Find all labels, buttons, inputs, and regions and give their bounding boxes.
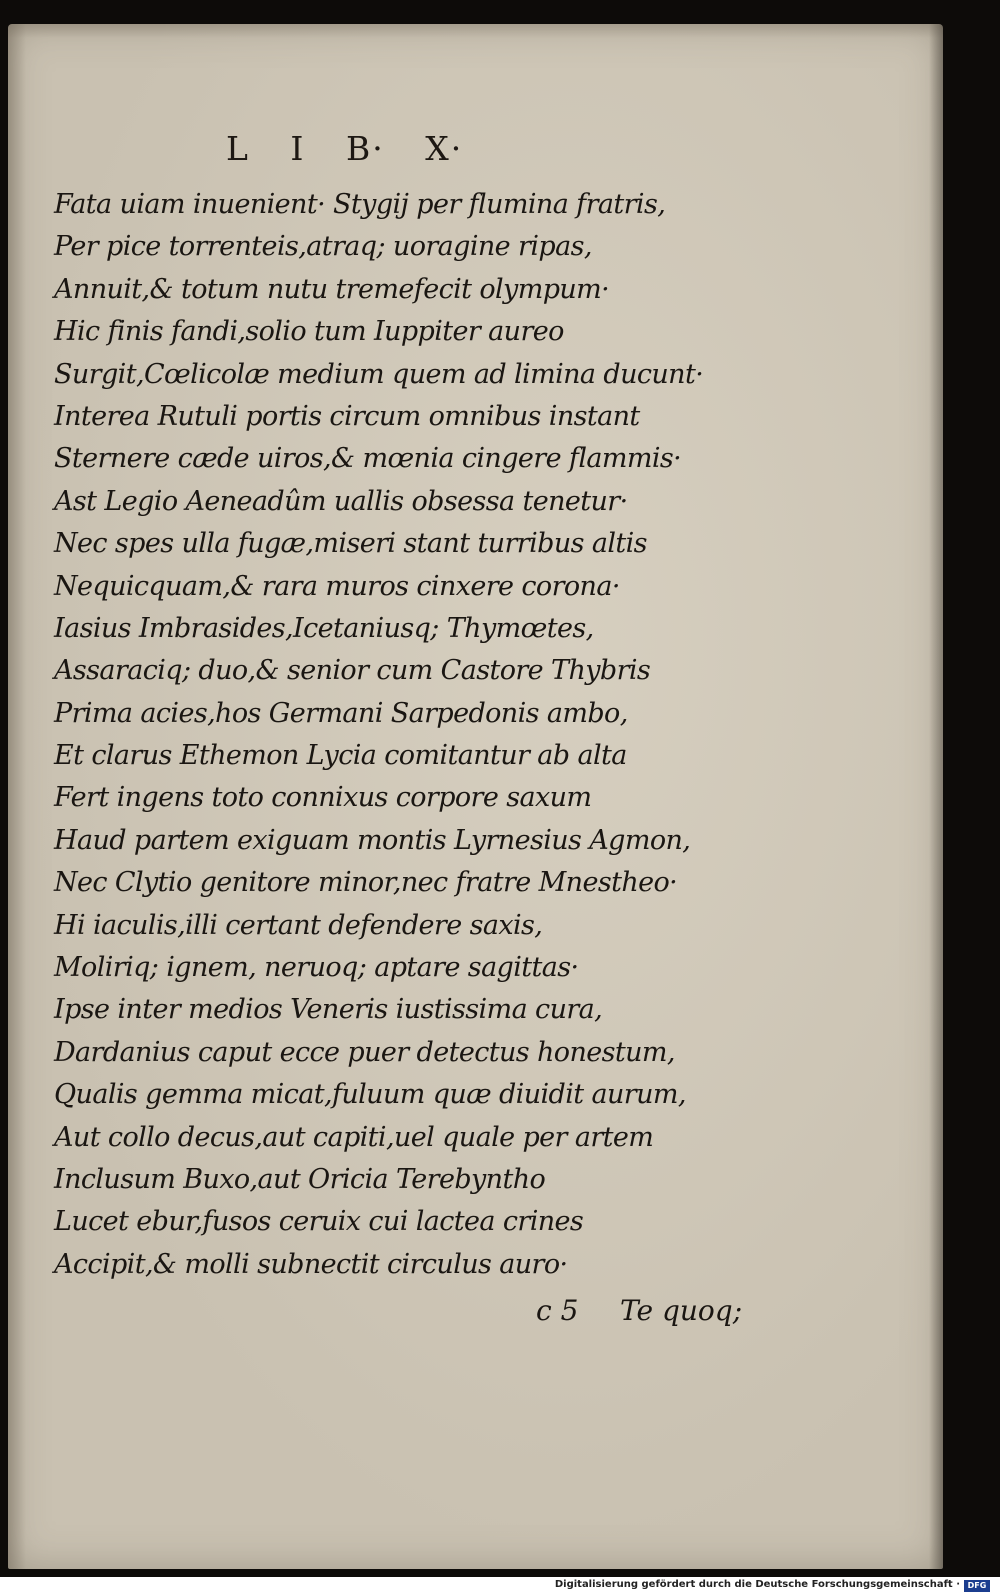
header-letter: X· [425,129,464,168]
verse-line: Qualis gemma micat,fuluum quæ diuidit aurum, [54,1079,686,1111]
verse-line: Lucet ebur,fusos ceruix cui lactea crines [54,1206,584,1238]
verse-line: Dardanius caput ecce puer detectus honestum, [54,1036,675,1068]
header-letter: B· [345,129,385,168]
verse-line: Sternere cæde uiros,& mœnia cingere flammis· [54,443,682,475]
verse-line: Haud partem exiguam montis Lyrnesius Agmon, [54,824,691,856]
verse-line: Per pice torrenteis,atraq; uoragine ripas, [54,231,592,263]
signature-mark: c 5 [536,1294,579,1327]
verse-line: Prima acies,hos Germani Sarpedonis ambo, [54,697,628,729]
verse-line: Aut collo decus,aut capiti,uel quale per artem [54,1121,654,1153]
verse-line: Ast Legio Aeneadûm uallis obsessa tenetur· [54,485,628,517]
verse-line: Surgit,Cœlicolæ medium quem ad limina ducunt· [54,358,704,390]
verse-list [54,184,754,1286]
verse-line: Iasius Imbrasides,Icetaniusq; Thymœtes, [54,612,594,644]
dfg-logo-icon: DFG [964,1580,990,1592]
verse-line: Moliriq; ignem, neruoq; aptare sagittas· [54,952,579,984]
verse-line: Assaraciq; duo,& senior cum Castore Thybris [54,655,651,687]
header-letter: I [290,129,306,168]
funding-credit: Digitalisierung gefördert durch die Deutsche Forschungsgemeinschaft · [554,1579,960,1590]
verse-line: Accipit,& molli subnectit circulus auro· [54,1248,568,1280]
verse-line: Nec Clytio genitore minor,nec fratre Mnestheo· [54,867,678,899]
verse-line: Interea Rutuli portis circum omnibus instant [54,400,640,432]
verse-line: Et clarus Ethemon Lycia comitantur ab alta [54,740,627,772]
running-header [226,129,526,179]
verse-line: Nec spes ulla fugæ,miseri stant turribus altis [54,528,647,560]
verse-line: Nequicquam,& rara muros cinxere corona· [54,570,620,602]
verse-line: Fert ingens toto connixus corpore saxum [54,782,592,814]
catchword: Te quoq; [620,1294,743,1327]
header-letter: L [226,129,250,168]
verse-line: Ipse inter medios Veneris iustissima cura, [54,994,603,1026]
verse-line: Fata uiam inuenient· Stygij per flumina fratris, [54,189,666,220]
verse-line: Inclusum Buxo,aut Oricia Terebyntho [54,1163,546,1195]
verse-line: Hi iaculis,illi certant defendere saxis, [54,909,543,941]
verse-line: Annuit,& totum nutu tremefecit olympum· [54,273,610,305]
verse-line: Hic finis fandi,solio tum Iuppiter aureo [54,316,564,348]
book-page [8,24,943,1569]
